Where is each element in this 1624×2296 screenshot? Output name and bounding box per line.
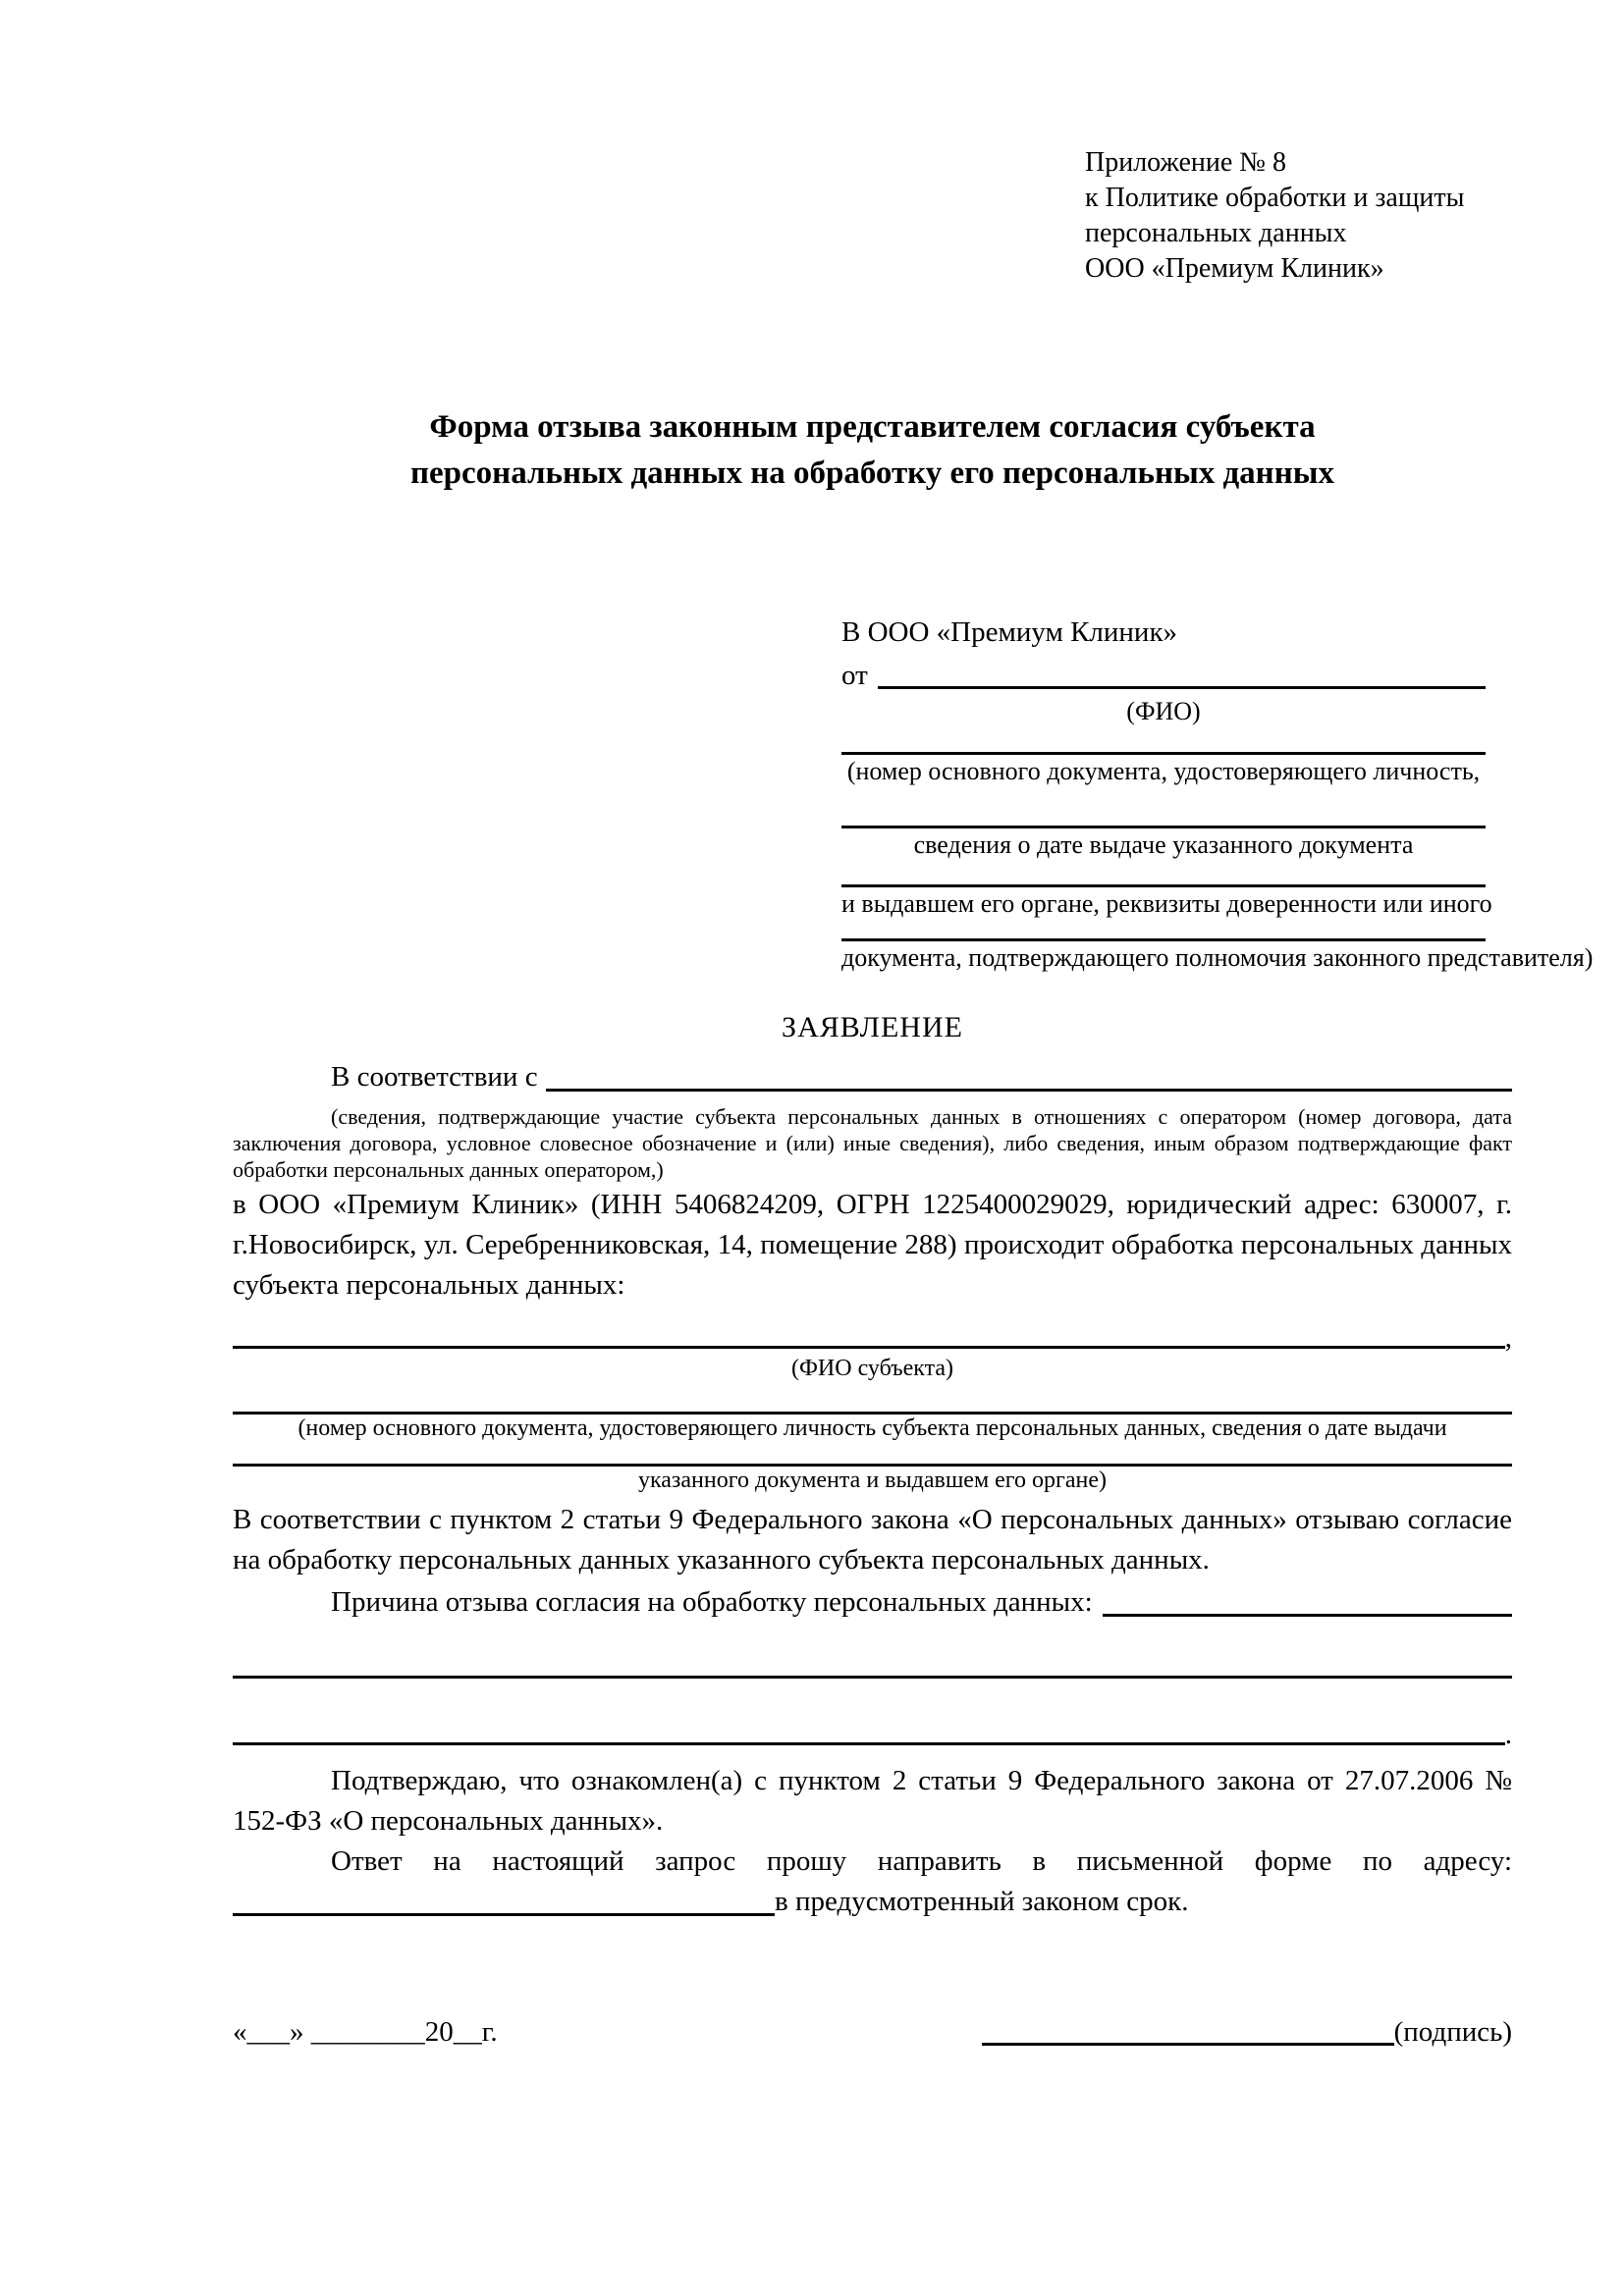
representative-authority-caption: документа, подтверждающего полномочия законного представителя) xyxy=(841,943,1594,972)
confirm-paragraph: Подтверждаю, что ознакомлен(а) с пунктом 2 статьи 9 Федерального закона от 27.07.2006 № 152-ФЗ «О персональных данных». xyxy=(233,1765,1512,1837)
from-label: от xyxy=(841,660,868,691)
document-number-caption: (номер основного документа, удостоверяющего личность, xyxy=(846,757,1481,785)
according-field-line[interactable] xyxy=(546,1057,1512,1092)
reply-address-row xyxy=(233,1882,1512,1922)
page-title xyxy=(233,404,1512,497)
appendix-line: персональных данных xyxy=(1085,218,1347,248)
document-content xyxy=(0,145,1624,2053)
issue-date-caption: сведения о дате выдаче указанного документа xyxy=(913,830,1414,859)
according-row xyxy=(233,1057,1512,1097)
period-mark: . xyxy=(1504,1719,1512,1750)
addressee-to: В ООО «Премиум Клиник» xyxy=(841,616,1178,648)
signature-caption: (подпись) xyxy=(1393,2016,1512,2048)
reason-continuation-line-1[interactable] xyxy=(233,1676,1512,1679)
reason-label: Причина отзыва согласия на обработку персональных данных: xyxy=(331,1586,1093,1618)
withdraw-paragraph: В соответствии с пунктом 2 статьи 9 Федерального закона «О персональных данных» отзываю согласие на обработку персональных данных указанного субъекта персональных данных. xyxy=(233,1504,1512,1575)
footer-row xyxy=(233,2012,1512,2053)
document-number-field-line[interactable] xyxy=(841,752,1486,755)
appendix-block xyxy=(1085,145,1512,287)
reply-suffix: в предусмотренный законом срок. xyxy=(775,1886,1189,1917)
issuing-authority-caption: и выдавшем его органе, реквизиты доверенности или иного xyxy=(841,889,1492,918)
appendix-line: ООО «Премиум Клиник» xyxy=(1085,253,1384,284)
reason-continuation-row-2 xyxy=(233,1718,1512,1751)
statement-heading: ЗАЯВЛЕНИЕ xyxy=(782,1011,963,1043)
appendix-line: к Политике обработки и защиты xyxy=(1085,183,1465,213)
addressee-block xyxy=(841,613,1594,973)
reason-row xyxy=(233,1582,1512,1623)
reply-address-field-line[interactable] xyxy=(233,1882,775,1916)
signature-field-line[interactable] xyxy=(982,2043,1394,2046)
comma-mark: , xyxy=(1504,1322,1512,1354)
appendix-line: Приложение № 8 xyxy=(1085,147,1286,178)
fio-caption: (ФИО) xyxy=(1126,697,1201,725)
issue-date-field-line[interactable] xyxy=(841,826,1486,828)
operator-paragraph: в ООО «Премиум Клиник» (ИНН 5406824209, ОГРН 1225400029029, юридический адрес: 630007, г. г.Новосибирск, ул. Серебренниковская, 14, помещение 288) происходит обработка персональных данных субъекта персональных данных: xyxy=(233,1189,1512,1301)
subject-fio-field-line[interactable] xyxy=(233,1321,1505,1349)
according-label: В соответствии с xyxy=(331,1061,538,1093)
fio-field-line[interactable] xyxy=(878,656,1486,689)
subject-fio-row xyxy=(233,1321,1512,1355)
page-title-line: Форма отзыва законным представителем согласия субъекта xyxy=(429,409,1316,445)
subject-fio-caption: (ФИО субъекта) xyxy=(790,1356,954,1381)
signature-block xyxy=(982,2012,1512,2053)
reply-paragraph-line1: Ответ на настоящий запрос прошу направить в письменной форме по адресу: xyxy=(331,1845,1512,1877)
issuing-authority-field-line[interactable] xyxy=(841,884,1486,887)
according-note: (сведения, подтверждающие участие субъекта персональных данных в отношениях с оператором (номер договора, дата заключения договора, условное словесное обозначение и (или) иные сведения), либо сведения, иным образом подтверждающие факт обработки персональных данных оператором,) xyxy=(233,1104,1512,1182)
reason-continuation-line-2[interactable] xyxy=(233,1718,1505,1745)
subject-document-caption-2: указанного документа и выдавшем его органе) xyxy=(637,1468,1108,1493)
representative-authority-field-line[interactable] xyxy=(841,938,1486,941)
addressee-from-row xyxy=(841,656,1486,695)
subject-document-caption-1: (номер основного документа, удостоверяющего личность субъекта персональных данных, сведения о дате выдачи xyxy=(298,1415,1447,1441)
reason-field-line[interactable] xyxy=(1103,1582,1512,1617)
page-title-line: персональных данных на обработку его персональных данных xyxy=(410,455,1334,491)
date-blank[interactable]: «___» ________20__г. xyxy=(233,2016,498,2048)
